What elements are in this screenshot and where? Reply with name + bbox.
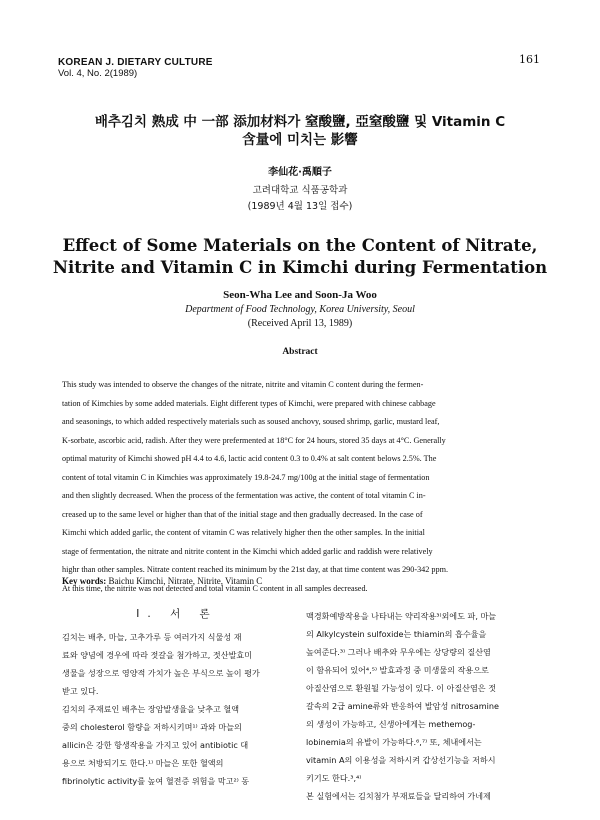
abstract-line: content of total vitamin C in Kimchies was approximately 19.8-24.7 mg/100g at the initial stage of fermentation — [62, 472, 430, 482]
abstract-line: stage of fermentation, the nitrate and nitrite content in the Kimchi which added garlic and raddish were relatively — [62, 546, 433, 556]
body-left-column — [62, 628, 297, 790]
body-line: 김치는 배추, 마늘, 고추가루 등 여러가지 식물성 재 — [62, 632, 242, 642]
body-line: 아질산염으로 환원될 가능성이 있다. 이 아질산염은 젓 — [306, 683, 497, 693]
journal-name: KOREAN J. DIETARY CULTURE — [58, 57, 213, 68]
body-line: 의 생성이 가능하고, 신생아에게는 methemog- — [306, 719, 476, 729]
keywords — [62, 576, 262, 586]
english-title-line-1: Effect of Some Materials on the Content of Nitrate, — [62, 236, 538, 255]
abstract-line: creased up to the same level or higher than that of the initial stage and then gradually decreased. In the case of — [62, 509, 423, 519]
abstract-line: highr than other samples. Nitrate content reached its minimum by the 21st day, at that time content was 290-342 ppm. — [62, 565, 449, 574]
body-line: 받고 있다. — [62, 686, 99, 696]
body-line: 생물을 성장으로 영양적 가치가 높은 부식으로 높이 평가 — [62, 668, 260, 678]
english-affiliation: Department of Food Technology, Korea University, Seoul — [185, 304, 415, 315]
english-received-date: (Received April 13, 1989) — [247, 318, 353, 329]
section-heading-introduction: I. 서 론 — [136, 608, 218, 620]
abstract-line: This study was intended to observe the changes of the nitrate, nitrite and vitamin C content during the fermen- — [62, 380, 424, 389]
body-line: 용으로 처방되기도 한다.¹⁾ 마늘은 또한 혈액의 — [62, 758, 224, 768]
korean-title-line-1: 배추김치 熟成 中 一部 添加材料가 窒酸鹽, 亞窒酸鹽 및 Vitamin C — [94, 114, 506, 130]
abstract-line: At this time, the nitrite was not detected and total vitamin C content in all samples decreased. — [62, 583, 368, 593]
korean-title-line-2: 含量에 미치는 影響 — [242, 132, 358, 148]
body-line: lobinemia의 유발이 가능하다.⁶,⁷⁾ 또, 체내에서는 — [306, 737, 482, 747]
body-line: 의 Alkylcystein sulfoxide는 thiamin의 흡수율을 — [306, 629, 487, 639]
keywords-text: Baichu Kimchi, Nitrate, Nitrite, Vitamin C — [106, 576, 263, 586]
body-line: 김치의 주재료인 배추는 장암발생율을 낮추고 혈액 — [62, 704, 240, 714]
abstract-line: tation of Kimchies by some added materials. Eight different types of Kimchi, were prepared with chinese cabbage — [62, 398, 436, 408]
english-title-line-2: Nitrite and Vitamin C in Kimchi during Fermentation — [52, 258, 548, 277]
body-line: 높여준다.³⁾ 그러나 배추와 무우에는 상당량의 질산염 — [306, 647, 491, 657]
body-line: fibrinolytic activity를 높여 혈전증 위험을 막고²⁾ 동 — [62, 776, 250, 786]
keywords-label: Key words: — [62, 576, 107, 586]
body-line: vitamin A의 이용성을 저하시켜 갑상선기능을 저하시 — [306, 755, 496, 765]
abstract-line: K-sorbate, ascorbic acid, radish. After they were prefermented at 18°C for 24 hours, stored 35 days at 4°C. Generally — [62, 435, 446, 445]
body-line: allicin은 강한 항생작용을 가지고 있어 antibiotic 대 — [62, 740, 249, 750]
body-right-column — [306, 607, 541, 805]
abstract-heading: Abstract — [282, 347, 318, 357]
body-line: 중의 cholesterol 함량을 저하시키며¹⁾ 과와 마늘의 — [62, 722, 242, 732]
body-line: 갈속의 2급 amine류와 반응하여 발암성 nitrosamine — [306, 701, 499, 711]
body-line: 료와 양념에 경우에 따라 젓갈을 첨가하고, 젓산발효미 — [62, 650, 253, 660]
body-line: 맥경화예방작용을 나타내는 약리작용³⁾외에도 파, 마늘 — [306, 611, 497, 621]
abstract-line: and then slightly decreased. When the process of the fermentation was active, the content of total vitamin C in- — [62, 491, 426, 500]
volume-info: Vol. 4, No. 2(1989) — [58, 68, 138, 79]
body-line: 키기도 한다.³,⁴⁾ — [306, 773, 362, 783]
abstract-line: Kimchi which added garlic, the content of vitamin C was relatively higher then the other samples. In the initial — [62, 528, 425, 537]
english-authors: Seon-Wha Lee and Soon-Ja Woo — [223, 289, 377, 301]
korean-received-date: (1989년 4월 13일 접수) — [247, 201, 353, 212]
body-line: 이 함유되어 있어⁴,⁵⁾ 발효과정 중 미생물의 작용으로 — [306, 665, 489, 675]
body-line: 본 실험에서는 김치첨가 부재료들을 달리하여 가네제 — [306, 791, 491, 801]
page-number: 161 — [519, 53, 540, 66]
abstract-line: optimal maturity of Kimchi showed pH 4.4 to 4.6, lactic acid content 0.3 to 0.4% at salt content belows 2.5%. The — [62, 454, 437, 463]
korean-affiliation: 고려대학교 식품공학과 — [252, 185, 348, 196]
korean-authors: 李仙花·禹順子 — [268, 167, 332, 178]
abstract-line: and seasonings, to which added respectively materials such as soused anchovy, soused shrimp, garlic, mustard leaf, — [62, 417, 440, 426]
abstract-body — [62, 376, 532, 598]
